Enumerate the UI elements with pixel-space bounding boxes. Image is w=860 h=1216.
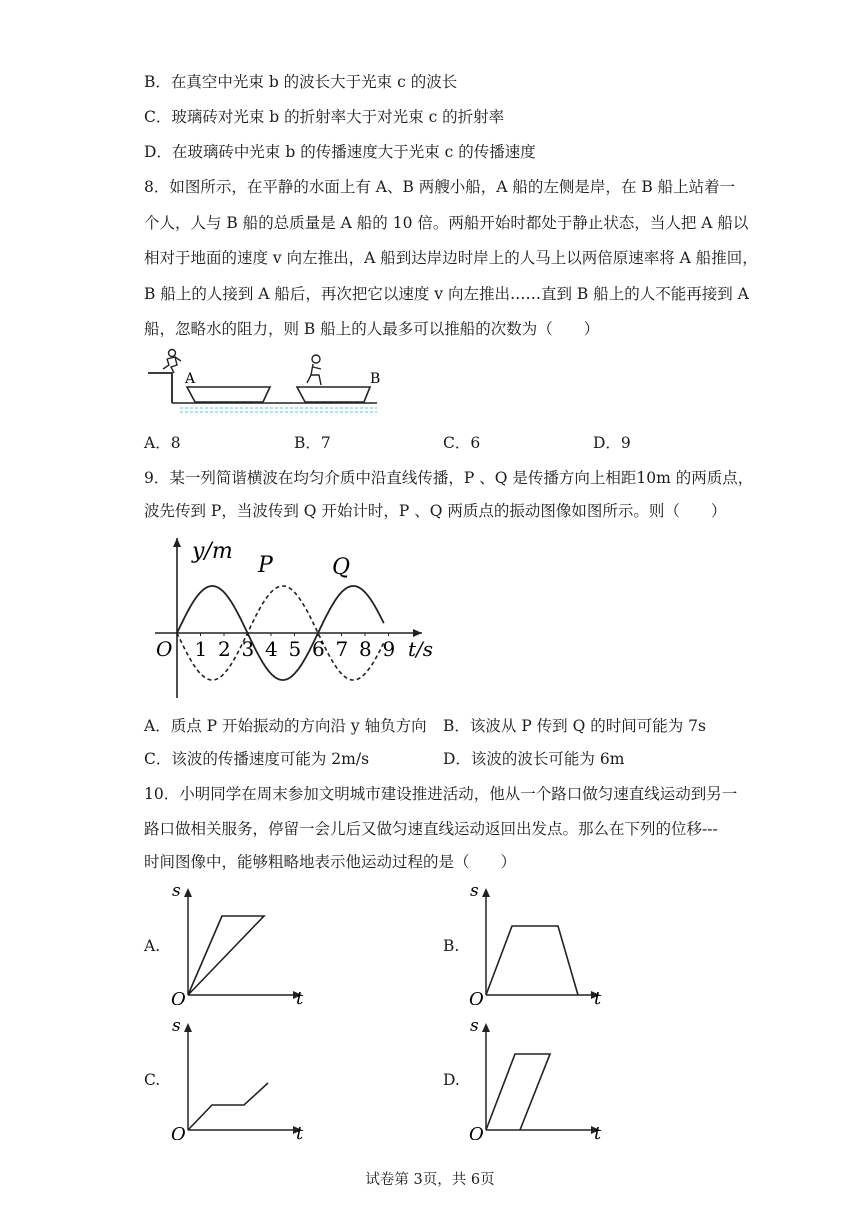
curve-p-label: P	[258, 553, 273, 578]
q10-stem-line-2: 路口做相关服务，停留一会儿后又做匀速直线运动返回出发点。那么在下列的位移---	[144, 820, 718, 838]
x-tick-label: 9	[382, 637, 396, 661]
x-axis-label: t/s	[408, 637, 434, 661]
st-y-arrow	[482, 1023, 490, 1032]
st-x-label: t	[594, 1123, 602, 1140]
q9-option-b: B．该波从 P 传到 Q 的时间可能为 7s	[443, 717, 706, 735]
q10-option-d: D.	[443, 1071, 460, 1089]
st-origin-label: O	[171, 989, 186, 1005]
st-x-label: t	[296, 988, 304, 1005]
x-tick-label: 5	[288, 637, 302, 661]
st-y-label: s	[470, 881, 479, 901]
q7-option-c: C．玻璃砖对光束 b 的折射率大于对光束 c 的折射率	[144, 108, 505, 126]
q10-option-b: B.	[443, 937, 460, 955]
q8-stem-line-4: B 船上的人接到 A 船后，再次把它以速度 v 向左推出……直到 B 船上的人不能再接到 A	[144, 285, 749, 303]
curve-q-label: Q	[332, 555, 351, 580]
x-tick-label: 8	[359, 637, 372, 661]
st-x-label: t	[296, 1123, 304, 1140]
st-origin-label: O	[469, 989, 484, 1005]
q8-stem-line-5: 船，忽略水的阻力，则 B 船上的人最多可以推船的次数为（ ）	[144, 320, 600, 338]
boat-a	[187, 387, 270, 402]
st-graph-b	[460, 880, 610, 1005]
boat-figure	[145, 345, 385, 425]
q8-option-b: B．7	[294, 434, 331, 452]
x-tick-label: 4	[265, 637, 278, 661]
q8-option-d: D．9	[593, 434, 631, 452]
q7-option-b: B．在真空中光束 b 的波长大于光束 c 的波长	[144, 73, 458, 91]
x-tick-label: 3	[241, 637, 255, 661]
q8-stem-line-2: 个人，人与 B 船的总质量是 A 船的 10 倍。两船开始时都处于静止状态，当人把 A 船以	[144, 214, 749, 232]
x-tick-label: 1	[194, 637, 208, 661]
q8-option-c: C．6	[443, 434, 481, 452]
vibration-graph	[150, 530, 440, 705]
st-graph-c	[162, 1015, 312, 1140]
st-x-label: t	[594, 988, 602, 1005]
q9-option-d: D．该波的波长可能为 6m	[443, 750, 625, 768]
q10-stem-line-1: 10．小明同学在周末参加文明城市建设推进活动，他从一个路口做匀速直线运动到另一	[144, 785, 738, 803]
st-origin-label: O	[171, 1124, 186, 1140]
origin-label: O	[156, 637, 173, 661]
q10-option-a: A.	[144, 937, 161, 955]
q10-stem-line-3: 时间图像中，能够粗略地表示他运动过程的是（ ）	[144, 853, 517, 871]
boat-person-icon	[307, 355, 321, 385]
q9-stem-line-1: 9．某一列简谐横波在均匀介质中沿直线传播，P 、Q 是传播方向上相距10m 的两质点，	[144, 469, 754, 487]
x-tick-label: 2	[218, 637, 231, 661]
q9-option-c: C．该波的传播速度可能为 2m/s	[144, 750, 370, 768]
q10-option-c: C.	[144, 1071, 161, 1089]
st-y-arrow	[184, 888, 192, 897]
boat-b	[297, 387, 370, 402]
x-tick-label: 6	[312, 637, 325, 661]
st-origin-label: O	[469, 1124, 484, 1140]
q9-option-a: A．质点 P 开始振动的方向沿 y 轴负方向	[144, 717, 427, 735]
q7-option-d: D．在玻璃砖中光束 b 的传播速度大于光束 c 的传播速度	[144, 143, 536, 161]
st-graph-a	[162, 880, 312, 1005]
st-graph-d	[460, 1015, 610, 1140]
st-y-label: s	[172, 1016, 181, 1036]
page-footer: 试卷第 3页，共 6页	[365, 1172, 495, 1188]
q8-stem-line-3: 相对于地面的速度 v 向左推出，A 船到达岸边时岸上的人马上以两倍原速率将 A 船推回，	[144, 249, 758, 267]
st-y-label: s	[470, 1016, 479, 1036]
q8-option-a: A．8	[144, 434, 181, 452]
boat-b-label: B	[370, 371, 381, 387]
x-tick-label: 7	[335, 637, 349, 661]
shore-person-icon	[163, 350, 181, 374]
boat-a-label: A	[185, 371, 196, 387]
q9-stem-line-2: 波先传到 P，当波传到 Q 开始计时，P 、Q 两质点的振动图像如图所示。则（ ）	[144, 502, 727, 520]
y-axis-label: y/m	[192, 539, 233, 564]
st-y-arrow	[482, 888, 490, 897]
q8-stem-line-1: 8．如图所示，在平静的水面上有 A、B 两艘小船，A 船的左侧是岸，在 B 船上站着一	[144, 178, 736, 196]
st-y-label: s	[172, 881, 181, 901]
st-y-arrow	[184, 1023, 192, 1032]
